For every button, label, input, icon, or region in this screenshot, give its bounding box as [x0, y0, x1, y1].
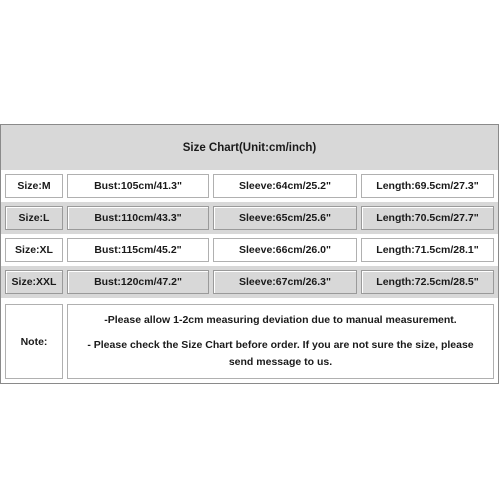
table-row-size-xl [1, 234, 498, 266]
bust-cell: Bust:115cm/45.2" [67, 238, 209, 262]
size-cell: Size:L [5, 206, 63, 230]
note-row [1, 300, 498, 383]
table-row-size-l [1, 202, 498, 234]
size-cell: Size:XXL [5, 270, 63, 294]
size-cell: Size:M [5, 174, 63, 198]
length-cell: Length:71.5cm/28.1" [361, 238, 494, 262]
bust-cell: Bust:120cm/47.2" [67, 270, 209, 294]
table-row-size-m [1, 170, 498, 202]
bust-cell: Bust:110cm/43.3" [67, 206, 209, 230]
sleeve-cell: Sleeve:65cm/25.6" [213, 206, 357, 230]
length-cell: Length:72.5cm/28.5" [361, 270, 494, 294]
length-cell: Length:69.5cm/27.3" [361, 174, 494, 198]
size-chart-title: Size Chart(Unit:cm/inch) [1, 125, 498, 170]
sleeve-cell: Sleeve:66cm/26.0" [213, 238, 357, 262]
size-chart-table [0, 124, 499, 384]
size-cell: Size:XL [5, 238, 63, 262]
table-row-size-xxl [1, 266, 498, 298]
note-line-measurement: -Please allow 1-2cm measuring deviation due to manual measurement. [104, 314, 457, 326]
note-label: Note: [5, 304, 63, 379]
note-line-check-size: - Please check the Size Chart before order. If you are not sure the size, please send message to us. [87, 339, 474, 368]
sleeve-cell: Sleeve:67cm/26.3" [213, 270, 357, 294]
length-cell: Length:70.5cm/27.7" [361, 206, 494, 230]
note-text [67, 304, 494, 379]
sleeve-cell: Sleeve:64cm/25.2" [213, 174, 357, 198]
bust-cell: Bust:105cm/41.3" [67, 174, 209, 198]
